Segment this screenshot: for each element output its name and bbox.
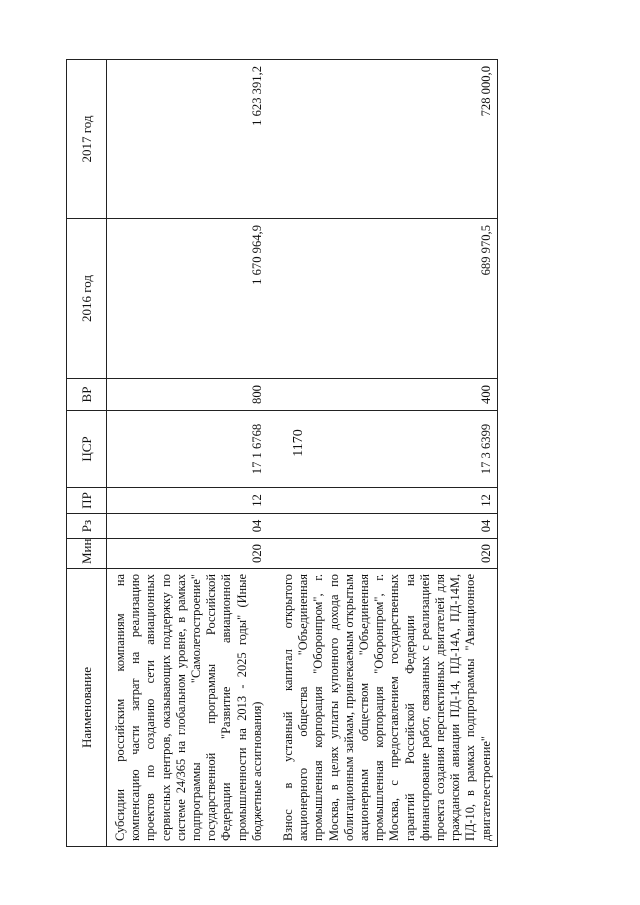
header-2017: 2017 год bbox=[67, 60, 107, 219]
row-vr: 800 bbox=[107, 379, 269, 411]
page-number: 1170 bbox=[291, 429, 306, 457]
row-2016: 689 970,5 bbox=[278, 219, 497, 379]
budget-table bbox=[66, 59, 498, 847]
row-pr: 12 bbox=[107, 488, 269, 514]
row-spacer bbox=[268, 60, 278, 847]
budget-table-rotated bbox=[66, 60, 588, 847]
table-header-row bbox=[67, 60, 107, 847]
row-pr: 12 bbox=[278, 488, 497, 514]
row-vr: 400 bbox=[278, 379, 497, 411]
header-2016: 2016 год bbox=[67, 219, 107, 379]
header-csr: ЦСР bbox=[67, 411, 107, 488]
row-2016: 1 670 964,9 bbox=[107, 219, 269, 379]
row-2017: 728 000,0 bbox=[278, 60, 497, 219]
row-min: 020 bbox=[107, 539, 269, 569]
header-name: Наименование bbox=[67, 569, 107, 847]
row-name: Взнос в уставный капитал открытого акционерного общества "Объединенная промышленная корпорация "Оборонпром", г. Москва, в целях уплаты купонного дохода по облигационным займам, привлекаемым открытым акционерным обществом "Объединенная промышленная корпорация "Оборонпром", г. Москва, с предоставлением государственных гарантий Российской Федерации на финансирование работ, связанных с реализацией проекта создания перспективных двигателей для гражданской авиации ПД-14, ПД-14А, ПД-14М, ПД-10, в рамках подпрограммы "Авиационное двигателестроение" bbox=[278, 569, 497, 847]
row-csr: 17 3 6399 bbox=[278, 411, 497, 488]
row-min: 020 bbox=[278, 539, 497, 569]
header-min: Мин bbox=[67, 539, 107, 569]
header-rz: Рз bbox=[67, 514, 107, 539]
header-vr: ВР bbox=[67, 379, 107, 411]
row-name: Субсидии российским компаниям на компенсацию части затрат на реализацию проектов по созданию сети авиационных сервисных центров, оказывающих поддержку по системе 24/365 на глобальном уровне, в рамках подпрограммы "Самолетостроение" государственной программы Российской Федерации "Развитие авиационной промышленности на 2013 - 2025 годы" (Иные бюджетные ассигнования) bbox=[107, 569, 269, 847]
table-row bbox=[278, 60, 497, 847]
table-row bbox=[107, 60, 269, 847]
row-csr: 17 1 6768 bbox=[107, 411, 269, 488]
row-rz: 04 bbox=[107, 514, 269, 539]
row-2017: 1 623 391,2 bbox=[107, 60, 269, 219]
header-pr: ПР bbox=[67, 488, 107, 514]
row-rz: 04 bbox=[278, 514, 497, 539]
